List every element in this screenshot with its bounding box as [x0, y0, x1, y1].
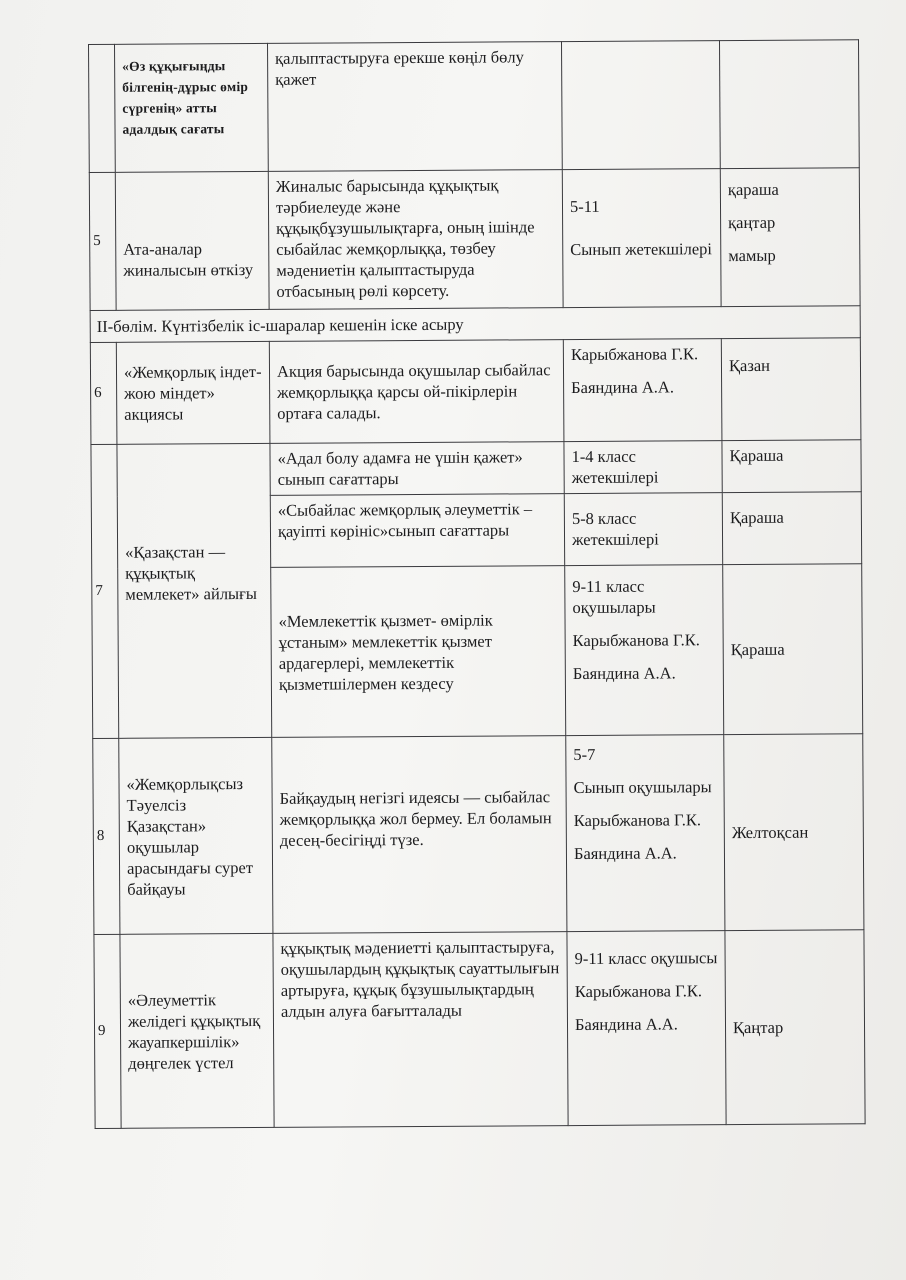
plan-table [88, 39, 866, 1129]
responsible-cell [562, 169, 721, 308]
responsible-name: Карыбжанова Г.К. [572, 630, 700, 651]
description-text: қалыптастыруға ерекше көңіл бөлу қажет [275, 47, 524, 89]
date-cell [725, 930, 865, 1125]
plan-table-container [88, 39, 866, 1129]
event-title: «Әлеуметтік желідегі құқықтық жауапкершілік» дөңгелек үстел [127, 989, 261, 1073]
description-cell [272, 736, 567, 934]
date-text: қаңтар [728, 212, 776, 233]
date-text: Қазан [728, 355, 771, 376]
responsible-grades: 5-7 [573, 744, 596, 765]
event-cell [115, 171, 269, 310]
responsible-cell [565, 565, 724, 736]
description-cell [270, 442, 564, 496]
table-row [89, 168, 860, 311]
description-text: Жиналыс барысында құқықтық тәрбиелеуде және құқықбұзушылықтарға, оның ішінде сыбайлас жемқорлыққа, төзбеу мәдениетін қалыптастыруда отбасының рөлі көрсету. [275, 175, 535, 301]
description-text: Байқаудың негізгі идеясы — сыбайлас жемқорлыққа жол бермеу. Ел боламын десең-бесігіңді түзе. [279, 787, 552, 850]
description-cell [267, 42, 562, 172]
responsible-name: Баяндина А.А. [573, 843, 677, 864]
date-cell [720, 168, 860, 307]
date-cell [723, 564, 863, 735]
description-cell [269, 340, 564, 444]
row-number-cell: 7 [91, 444, 119, 738]
event-title: «Жемқорлықсыз Тәуелсіз Қазақстан» оқушылар арасындағы сурет байқауы [126, 773, 254, 899]
responsible-name: 5-8 класс жетекшілері [571, 508, 659, 550]
event-cell [117, 443, 272, 738]
responsible-name: Карыбжанова Г.К. [573, 810, 702, 831]
table-row [93, 734, 864, 935]
description-text: Акция барысында оқушылар сыбайлас жемқорлыққа қарсы ой-пікірлерін ортаға салады. [276, 360, 551, 423]
event-cell [115, 43, 269, 172]
row-number-cell [89, 44, 116, 172]
date-text: Қараша [729, 507, 784, 528]
row-number-cell: 5 [89, 172, 116, 310]
date-text: Қараша [729, 445, 784, 466]
description-cell [271, 566, 566, 738]
description-cell [268, 170, 563, 310]
description-text: құқықтық мәдениетті қалыптастыруға, оқушылардың құқықтық сауаттылығын артыруға, құқық бұзушылықтардың алдын алуға бағытталады [280, 937, 560, 1021]
date-text: Қаңтар [732, 1017, 784, 1038]
date-text: қараша [727, 179, 779, 200]
responsible-name: Сынып оқушылары [573, 777, 712, 798]
event-title: Ата-аналар жиналысын өткізу [123, 238, 254, 280]
table-row [90, 338, 861, 445]
responsible-cell [564, 441, 722, 494]
responsible-cell [561, 41, 720, 170]
responsible-name: Баяндина А.А. [572, 663, 676, 684]
responsible-cell [563, 339, 722, 442]
table-row [89, 40, 860, 173]
responsible-grades: 5-11 [569, 196, 600, 217]
responsible-name: Баяндина А.А. [571, 377, 674, 398]
event-cell [120, 933, 274, 1128]
responsible-name: Карыбжанова Г.К. [570, 344, 699, 365]
date-text: Желтоқсан [731, 822, 809, 843]
responsible-cell [567, 931, 726, 1126]
date-text: Қараша [730, 639, 785, 660]
event-cell [119, 737, 273, 934]
description-cell [270, 494, 564, 568]
event-title: «Қазақстан — құқықтық мемлекет» айлығы [125, 542, 258, 604]
responsible-name: Карыбжанова Г.К. [574, 981, 703, 1002]
table-row [91, 440, 861, 497]
date-cell [719, 40, 859, 169]
description-text: «Адал болу адамға не үшін қажет» сынып сағаттары [277, 447, 523, 489]
responsible-cell [564, 493, 722, 566]
date-cell [722, 440, 861, 493]
responsible-name: 1-4 класс жетекшілері [571, 446, 659, 488]
row-number-cell: 8 [93, 738, 120, 934]
date-cell [722, 492, 861, 565]
table-row [94, 930, 865, 1129]
event-title: «Өз құқығыңды білгенің-дұрыс өмір сүргенің» атты адалдық сағаты [122, 58, 249, 137]
event-title: «Жемқорлық індет-жою міндет» акциясы [123, 361, 262, 424]
description-text: «Сыбайлас жемқорлық әлеуметтік – қауіпті көрініс»сынып сағаттары [277, 499, 533, 541]
section-header-row [90, 306, 860, 343]
row-number-cell: 6 [90, 342, 117, 444]
date-cell [721, 338, 861, 441]
section-title: ІІ-бөлім. Күнтізбелік іс-шаралар кешенін іске асыру [90, 306, 860, 343]
description-cell [273, 932, 568, 1128]
responsible-name: Сынып жетекшілері [570, 239, 713, 260]
responsible-cell [566, 735, 725, 932]
event-cell [116, 341, 270, 444]
responsible-name: Баяндина А.А. [574, 1014, 678, 1035]
description-text: «Мемлекеттік қызмет- өмірлік ұстаным» мемлекеттік қызмет ардагерлері, мемлекеттік қызметшілермен кездесу [278, 610, 493, 694]
responsible-grades: 9-11 класс оқушылары [572, 576, 656, 618]
row-number-cell: 9 [94, 934, 121, 1128]
date-cell [724, 734, 864, 931]
responsible-grades: 9-11 класс оқушысы [574, 948, 718, 969]
date-text: мамыр [728, 245, 776, 266]
